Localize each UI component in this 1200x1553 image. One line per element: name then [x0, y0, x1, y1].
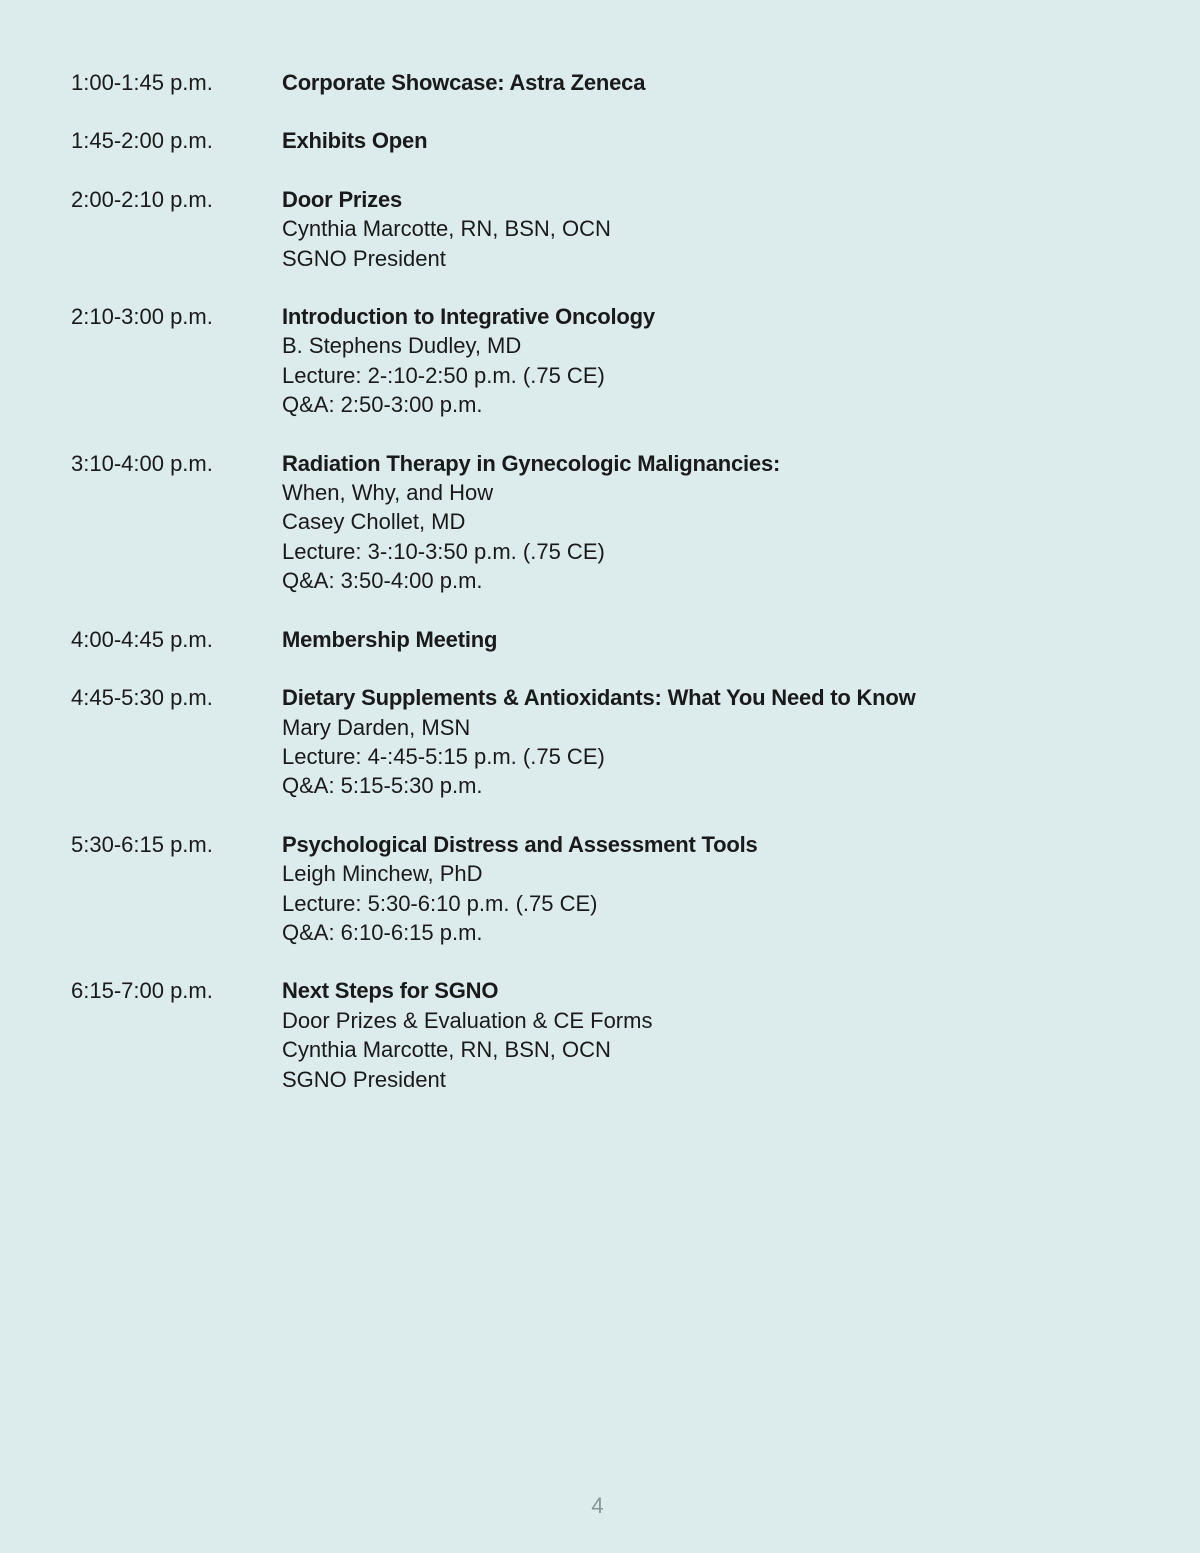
entry-time: 1:00-1:45 p.m. — [71, 70, 213, 95]
entry-body — [282, 449, 1151, 596]
entry-detail-line: Lecture: 5:30-6:10 p.m. (.75 CE) — [282, 890, 598, 916]
entry-detail-line: Q&A: 3:50-4:00 p.m. — [282, 568, 483, 594]
entry-detail-line: Leigh Minchew, PhD — [282, 861, 483, 887]
page-number: 4 — [591, 1493, 604, 1518]
entry-detail-line: Cynthia Marcotte, RN, BSN, OCN — [282, 1037, 611, 1063]
entry-detail-line: Door Prizes & Evaluation & CE Forms — [282, 1007, 653, 1033]
entry-detail-line: SGNO President — [282, 1066, 446, 1092]
entry-body — [282, 830, 1151, 948]
entry-body — [282, 302, 1151, 420]
schedule-entry — [71, 976, 1151, 1094]
schedule-entry — [71, 68, 1151, 97]
entry-time: 3:10-4:00 p.m. — [71, 450, 213, 476]
schedule-entry — [71, 625, 1151, 654]
entry-body — [282, 976, 1151, 1094]
schedule-list — [71, 68, 1151, 1123]
entry-time: 4:45-5:30 p.m. — [71, 685, 213, 711]
entry-title: Membership Meeting — [282, 626, 498, 652]
entry-time: 2:00-2:10 p.m. — [71, 186, 213, 212]
entry-detail-line: B. Stephens Dudley, MD — [282, 333, 522, 359]
schedule-entry — [71, 302, 1151, 420]
schedule-entry — [71, 126, 1151, 155]
entry-title: Psychological Distress and Assessment Tools — [282, 831, 758, 857]
entry-title: Next Steps for SGNO — [282, 978, 499, 1004]
schedule-entry — [71, 683, 1151, 801]
entry-body — [282, 68, 1151, 97]
entry-title: Corporate Showcase: Astra Zeneca — [282, 70, 646, 95]
entry-title: Introduction to Integrative Oncology — [282, 304, 655, 330]
entry-title: Dietary Supplements & Antioxidants: What You Need to Know — [282, 685, 916, 711]
entry-title: Radiation Therapy in Gynecologic Malignancies: — [282, 450, 781, 476]
entry-detail-line: Q&A: 6:10-6:15 p.m. — [282, 919, 483, 945]
entry-title: Door Prizes — [282, 186, 403, 212]
schedule-entry — [71, 449, 1151, 596]
entry-detail-line: Cynthia Marcotte, RN, BSN, OCN — [282, 216, 611, 242]
entry-time: 5:30-6:15 p.m. — [71, 831, 213, 857]
entry-body — [282, 683, 1151, 801]
entry-detail-line: Lecture: 4-:45-5:15 p.m. (.75 CE) — [282, 743, 605, 769]
entry-title: Exhibits Open — [282, 128, 428, 154]
entry-detail-line: Mary Darden, MSN — [282, 714, 471, 740]
entry-detail-line: Lecture: 3-:10-3:50 p.m. (.75 CE) — [282, 538, 605, 564]
entry-time: 1:45-2:00 p.m. — [71, 128, 213, 154]
entry-detail-line: Lecture: 2-:10-2:50 p.m. (.75 CE) — [282, 362, 605, 388]
entry-time: 6:15-7:00 p.m. — [71, 978, 213, 1004]
entry-time: 4:00-4:45 p.m. — [71, 626, 213, 652]
entry-detail-line: SGNO President — [282, 245, 446, 271]
entry-body — [282, 625, 1151, 654]
entry-time: 2:10-3:00 p.m. — [71, 304, 213, 330]
entry-detail-line: Q&A: 2:50-3:00 p.m. — [282, 392, 483, 418]
entry-body — [282, 126, 1151, 155]
entry-detail-line: Q&A: 5:15-5:30 p.m. — [282, 773, 483, 799]
entry-detail-line: When, Why, and How — [282, 480, 494, 506]
schedule-entry — [71, 830, 1151, 948]
entry-detail-line: Casey Chollet, MD — [282, 509, 466, 535]
schedule-entry — [71, 185, 1151, 273]
entry-body — [282, 185, 1151, 273]
